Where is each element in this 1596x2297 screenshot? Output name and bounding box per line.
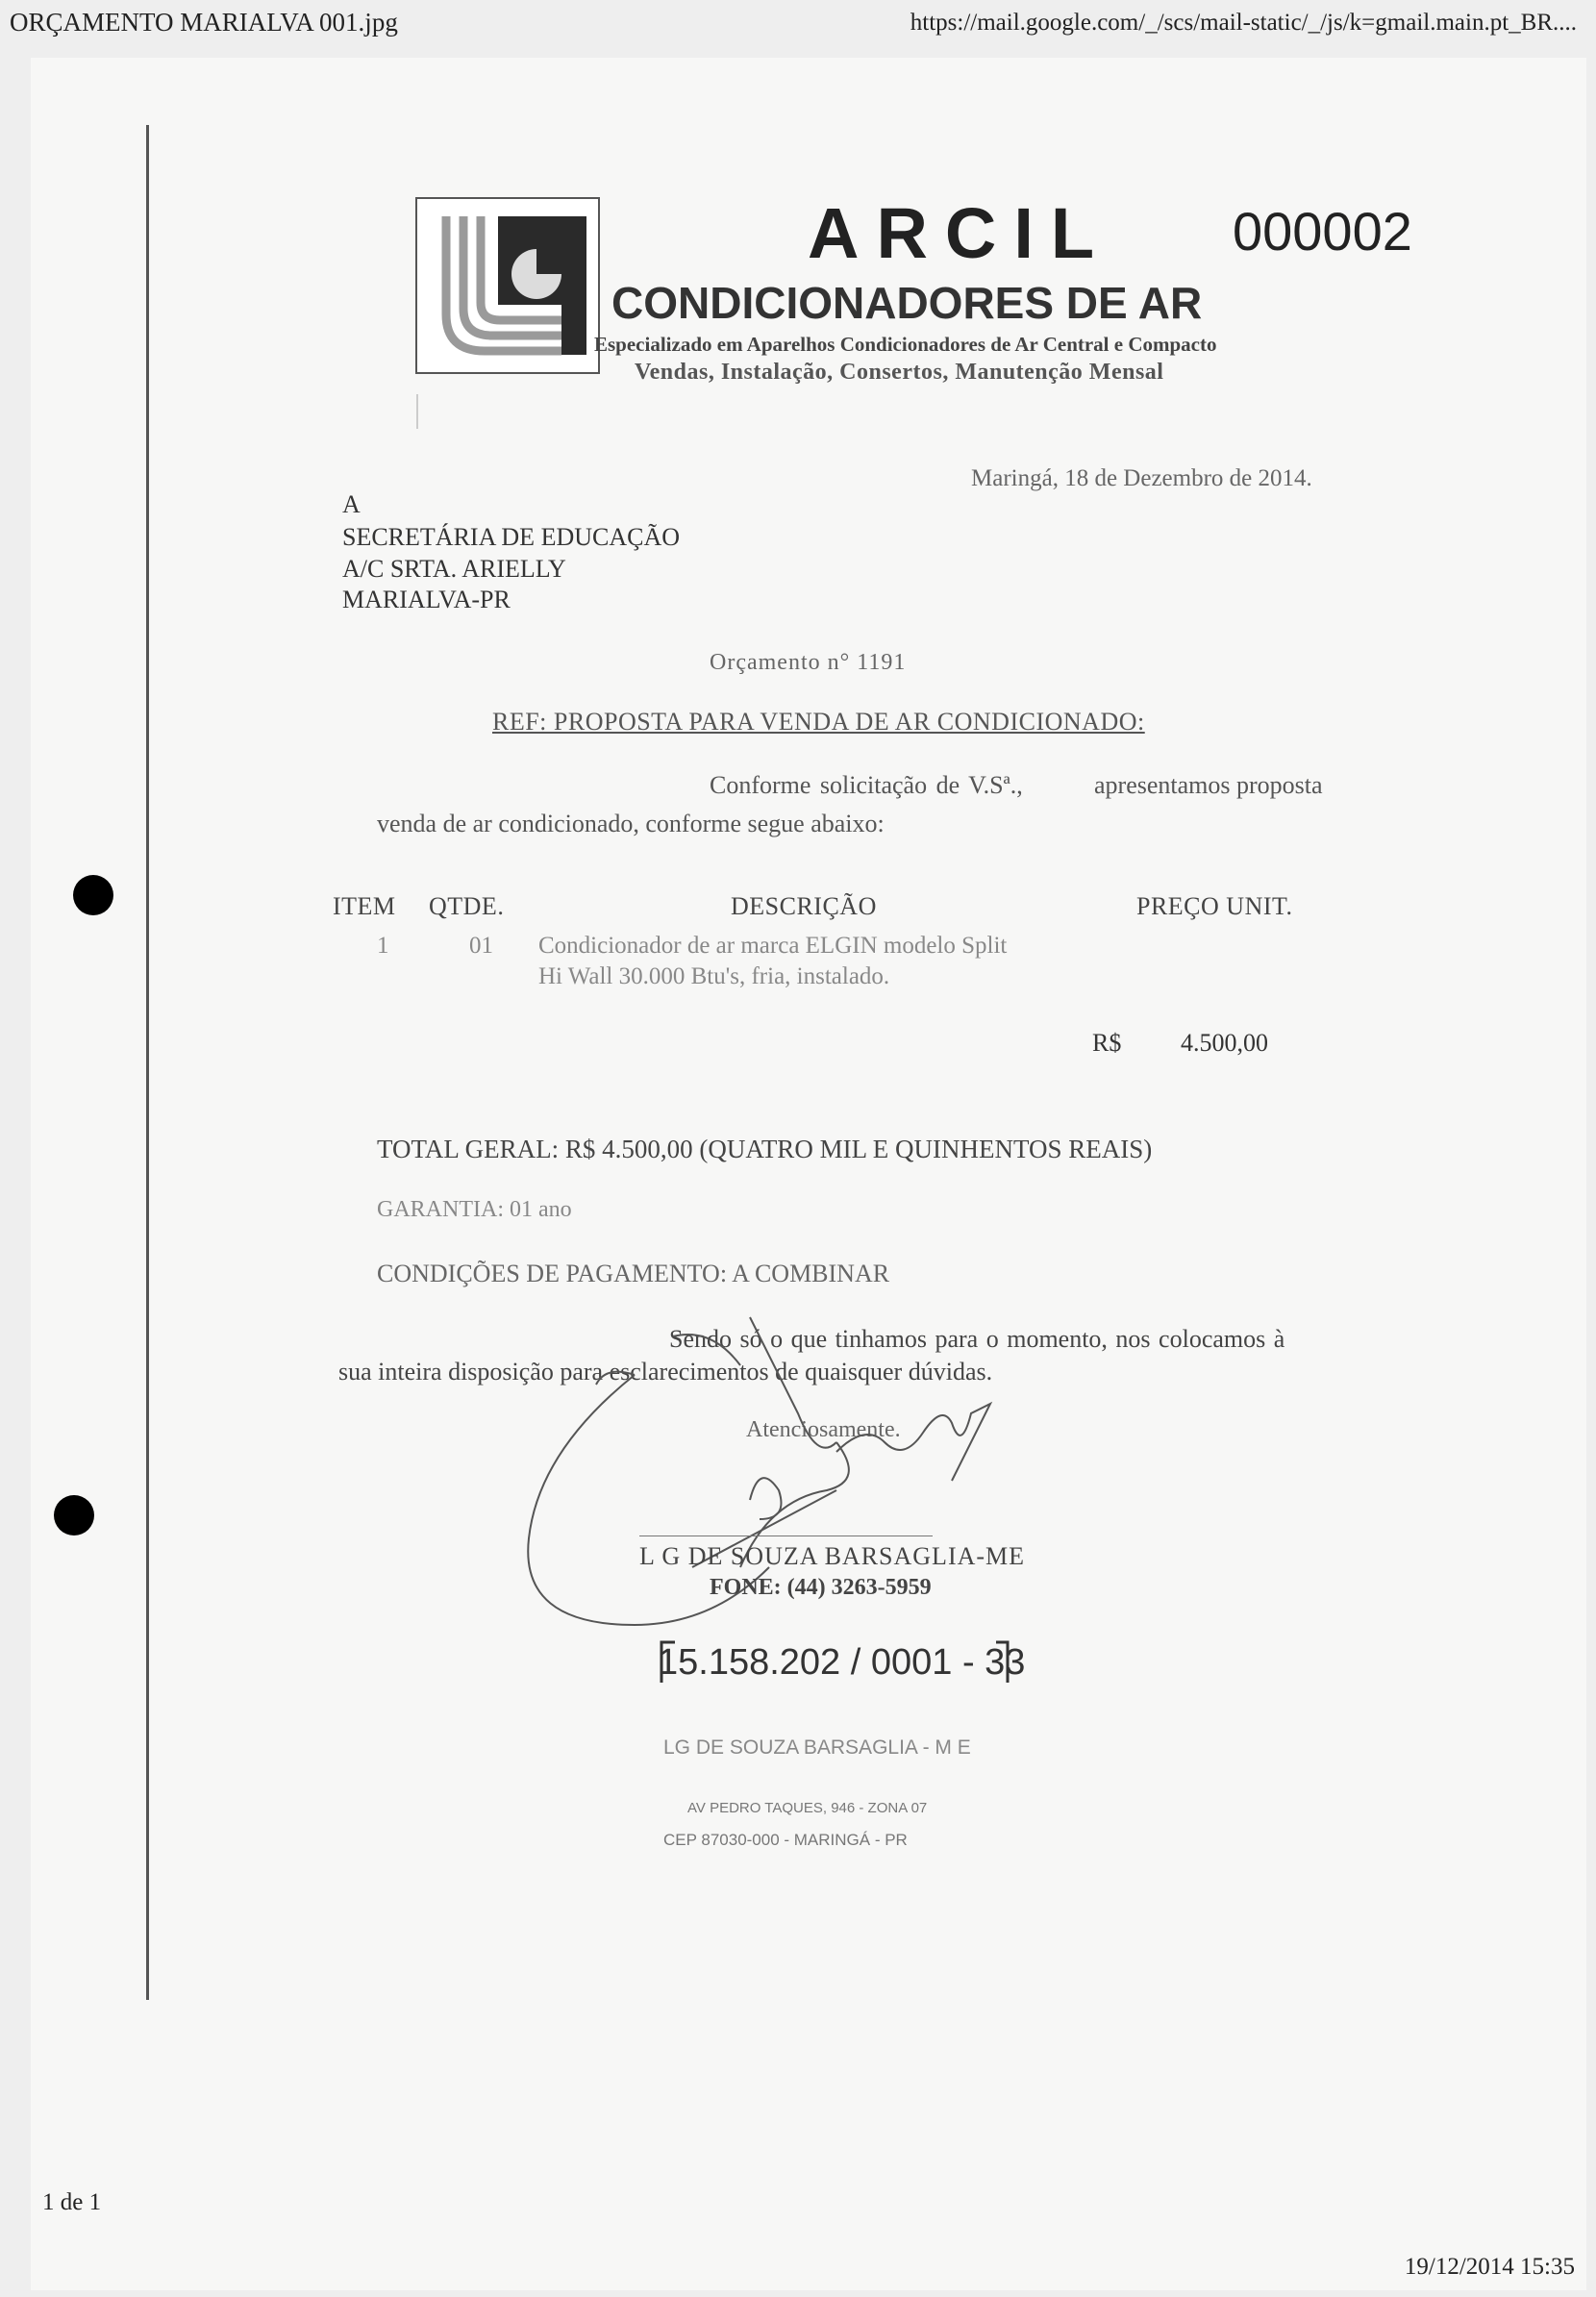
divider	[416, 394, 418, 429]
stamp-company-name: LG DE SOUZA BARSAGLIA - M E	[663, 1736, 971, 1759]
cell-currency: R$	[1092, 1029, 1122, 1057]
intro-line-end: apresentamos proposta	[1094, 771, 1323, 799]
stamp-cep: CEP 87030-000 - MARINGÁ - PR	[663, 1831, 908, 1849]
recipient-line: SECRETÁRIA DE EDUCAÇÃO	[342, 523, 681, 551]
brand-name: ARCIL	[808, 193, 1112, 273]
col-header-unit-price: PREÇO UNIT.	[1136, 892, 1293, 920]
brand-subtitle: CONDICIONADORES DE AR	[611, 278, 1203, 328]
reference-title: REF: PROPOSTA PARA VENDA DE AR CONDICIONADO:	[492, 708, 1145, 736]
intro-line: Conforme solicitação de V.Sª.,	[710, 771, 1023, 799]
payment-terms: CONDIÇÕES DE PAGAMENTO: A COMBINAR	[377, 1260, 890, 1287]
print-page-count: 1 de 1	[42, 2189, 102, 2215]
closing-line: sua inteira disposição para esclarecimentos de quaisquer dúvidas.	[338, 1358, 993, 1386]
closing-line: Sendo só o que tinhamos para o momento, nos colocamos à	[669, 1325, 1285, 1353]
arcil-logo	[415, 197, 600, 374]
city-date: Maringá, 18 de Dezembro de 2014.	[971, 465, 1312, 491]
regards: Atenciosamente.	[746, 1417, 901, 1442]
warranty: GARANTIA: 01 ano	[377, 1197, 572, 1222]
scanned-page	[31, 58, 1586, 2290]
tagline-services: Vendas, Instalação, Consertos, Manutenção Mensal	[635, 360, 1164, 385]
document-number: 000002	[1233, 201, 1412, 262]
grand-total: TOTAL GERAL: R$ 4.500,00 (QUATRO MIL E QUINHENTOS REAIS)	[377, 1135, 1153, 1163]
quote-number: Orçamento n° 1191	[710, 650, 907, 675]
handwritten-signature	[519, 1308, 1038, 1654]
signer-phone: FONE: (44) 3263-5959	[710, 1575, 932, 1600]
page-edge-line	[146, 125, 149, 2000]
print-file-title: ORÇAMENTO MARIALVA 001.jpg	[10, 8, 398, 37]
punch-hole	[54, 1495, 94, 1535]
cell-item: 1	[377, 933, 389, 959]
signer-name: L G DE SOUZA BARSAGLIA-ME	[639, 1542, 1026, 1570]
col-header-item: ITEM	[333, 892, 396, 920]
recipient-line: A/C SRTA. ARIELLY	[342, 555, 566, 583]
cell-description: Condicionador de ar marca ELGIN modelo Split	[538, 933, 1008, 959]
col-header-qty: QTDE.	[429, 892, 505, 920]
stamp-address: AV PEDRO TAQUES, 946 - ZONA 07	[687, 1800, 928, 1816]
recipient-line: MARIALVA-PR	[342, 586, 511, 613]
stamp-cnpj: 15.158.202 / 0001 - 33	[658, 1642, 1026, 1683]
cell-price: 4.500,00	[1181, 1029, 1268, 1057]
print-datetime: 19/12/2014 15:35	[1404, 2254, 1575, 2280]
signature-line	[639, 1535, 933, 1536]
recipient-line: A	[342, 490, 361, 518]
col-header-description: DESCRIÇÃO	[731, 892, 877, 920]
logo-mark-icon	[417, 199, 598, 372]
punch-hole	[73, 875, 113, 915]
intro-line: venda de ar condicionado, conforme segue abaixo:	[377, 810, 885, 837]
tagline-specialization: Especializado em Aparelhos Condicionadores de Ar Central e Compacto	[594, 333, 1217, 356]
cell-qty: 01	[469, 933, 493, 959]
print-url: https://mail.google.com/_/scs/mail-static/_/js/k=gmail.main.pt_BR....	[910, 10, 1577, 36]
cell-description: Hi Wall 30.000 Btu's, fria, instalado.	[538, 963, 890, 989]
